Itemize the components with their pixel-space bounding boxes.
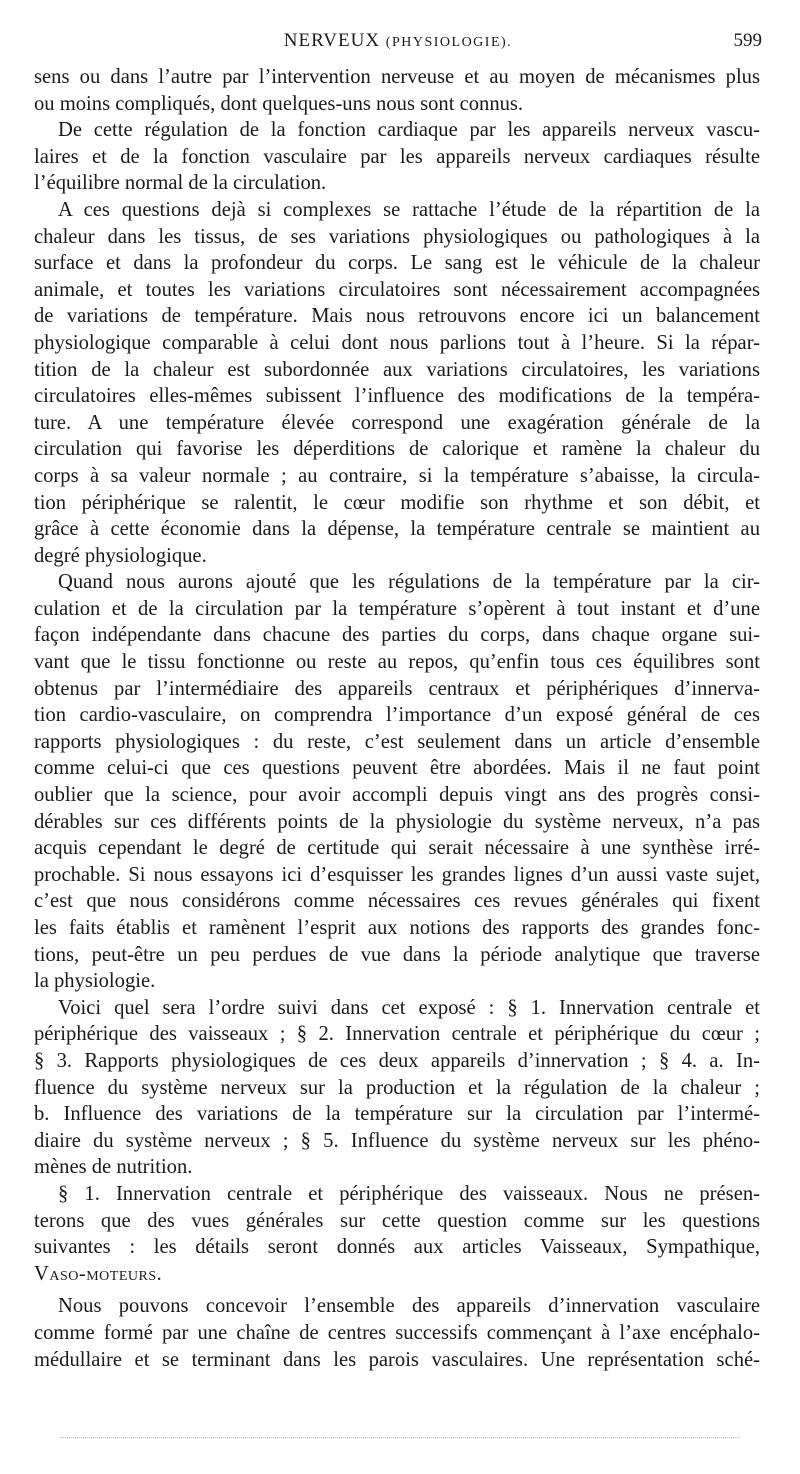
header-subtitle: (PHYSIOLOGIE).	[385, 35, 513, 50]
text-line: grâce à cette économie dans la dépense, la température centrale se maintient au	[34, 518, 760, 541]
text-line: b. Influence des variations de la température sur la circulation par l’intermé-	[34, 1103, 760, 1126]
text-line: tions, peut-être un peu perdues de vue dans la période analytique que traverse	[34, 943, 760, 966]
text-line: Nous pouvons concevoir l’ensemble des appareils d’innervation vasculaire	[58, 1295, 760, 1318]
text-line: vant que le tissu fonctionne ou reste au repos, qu’enfin tous ces équilibres sont	[34, 651, 760, 674]
text-line: tion cardio-vasculaire, on comprendra l’importance d’un exposé général de ces	[34, 704, 760, 727]
text-line: animale, et toutes les variations circulatoires sont nécessairement accompagnées	[34, 278, 760, 301]
text-line: de variations de température. Mais nous retrouvons encore ici un balancement	[34, 305, 760, 328]
running-header	[34, 30, 762, 58]
text-line: fluence du système nerveux sur la production et la régulation de la chaleur ;	[34, 1076, 760, 1099]
text-line: les faits établis et ramènent l’esprit aux notions des rapports des grandes fonc-	[34, 917, 760, 939]
text-line: suivantes : les détails seront donnés aux articles Vaisseaux, Sympathique,	[34, 1236, 760, 1259]
text-line: chaleur dans les tissus, de ses variations physiologiques ou pathologiques à la	[34, 225, 760, 248]
text-line: De cette régulation de la fonction cardiaque par les appareils nerveux vascu-	[58, 119, 760, 142]
text-line: la physiologie.	[34, 970, 156, 993]
text-line: comme formé par une chaîne de centres successifs commençant à l’axe encéphalo-	[34, 1321, 760, 1344]
text-line: Vaso-moteurs.	[34, 1262, 163, 1285]
text-line: terons que des vues générales sur cette question comme sur les questions	[34, 1209, 760, 1232]
text-line: diaire du système nerveux ; § 5. Influence du système nerveux sur les phéno-	[34, 1129, 760, 1152]
text-line: façon indépendante dans chacune des parties du corps, dans chaque organe sui-	[34, 624, 760, 647]
text-line: Voici quel sera l’ordre suivi dans cet exposé : § 1. Innervation centrale et	[58, 996, 760, 1019]
text-line: dérables sur ces différents points de la physiologie du système nerveux, n’a pas	[34, 810, 760, 833]
text-line: obtenus par l’intermédiaire des appareils centraux et périphériques d’innerva-	[34, 677, 760, 700]
text-line: médullaire et se terminant dans les parois vasculaires. Une représentation sché-	[34, 1348, 760, 1371]
text-line: circulatoires elles-mêmes subissent l’influence des modifications de la tempéra-	[34, 385, 760, 408]
text-line: mènes de nutrition.	[34, 1156, 193, 1179]
bottom-rule	[60, 1437, 740, 1440]
text-line: tion périphérique se ralentit, le cœur modifie son rhythme et son débit, et	[34, 491, 760, 514]
text-line: rapports physiologiques : du reste, c’est seulement dans un article d’ensemble	[34, 730, 760, 753]
text-line: culation et de la circulation par la température s’opèrent à tout instant et d’une	[34, 597, 760, 620]
text-line: comme celui-ci que ces questions peuvent être abordées. Mais il ne faut point	[34, 757, 760, 780]
text-line: ou moins compliqués, dont quelques-uns nous sont connus.	[34, 92, 524, 115]
text-line: prochable. Si nous essayons ici d’esquisser les grandes lignes d’un aussi vaste sujet,	[34, 863, 760, 886]
text-line: c’est que nous considérons comme nécessaires ces revues générales qui fixent	[34, 890, 760, 913]
header-title: NERVEUX	[283, 30, 381, 51]
running-title	[34, 30, 762, 52]
text-line: tition de la chaleur est subordonnée aux variations circulatoires, les variations	[34, 358, 760, 381]
text-line: A ces questions dejà si complexes se rattache l’étude de la répartition de la	[58, 198, 760, 221]
text-line: ture. A une température élevée correspond une exagération générale de la	[34, 411, 760, 434]
text-line: acquis cependant le degré de certitude qui serait nécessaire à une synthèse irré-	[34, 837, 760, 860]
text-line: surface et dans la profondeur du corps. Le sang est le véhicule de la chaleur	[34, 252, 760, 275]
text-line: oublier que la science, pour avoir accompli depuis vingt ans des progrès consi-	[34, 784, 760, 807]
text-line: laires et de la fonction vasculaire par les appareils nerveux cardiaques résulte	[34, 145, 760, 168]
text-line: Quand nous aurons ajouté que les régulations de la température par la cir-	[58, 571, 760, 594]
text-line: circulation qui favorise les déperditions de calorique et ramène la chaleur du	[34, 438, 760, 461]
text-line: sens ou dans l’autre par l’intervention nerveuse et au moyen de mécanismes plus	[34, 66, 760, 88]
text-line: physiologique comparable à celui dont nous parlions tout à l’heure. Si la répar-	[34, 331, 760, 354]
section-heading-line: § 1. Innervation centrale et périphérique des vaisseaux. Nous ne présen-	[58, 1182, 760, 1205]
text-line: l’équilibre normal de la circulation.	[34, 172, 327, 195]
text-line: périphérique des vaisseaux ; § 2. Innervation centrale et périphérique du cœur ;	[34, 1023, 760, 1046]
body-text	[34, 64, 760, 1373]
page-number: 599	[733, 30, 762, 51]
text-line: § 3. Rapports physiologiques de ces deux appareils d’innervation ; § 4. a. In-	[34, 1049, 760, 1072]
text-line: corps à sa valeur normale ; au contraire, si la température s’abaisse, la circula-	[34, 464, 760, 487]
text-line: degré physiologique.	[34, 544, 207, 567]
